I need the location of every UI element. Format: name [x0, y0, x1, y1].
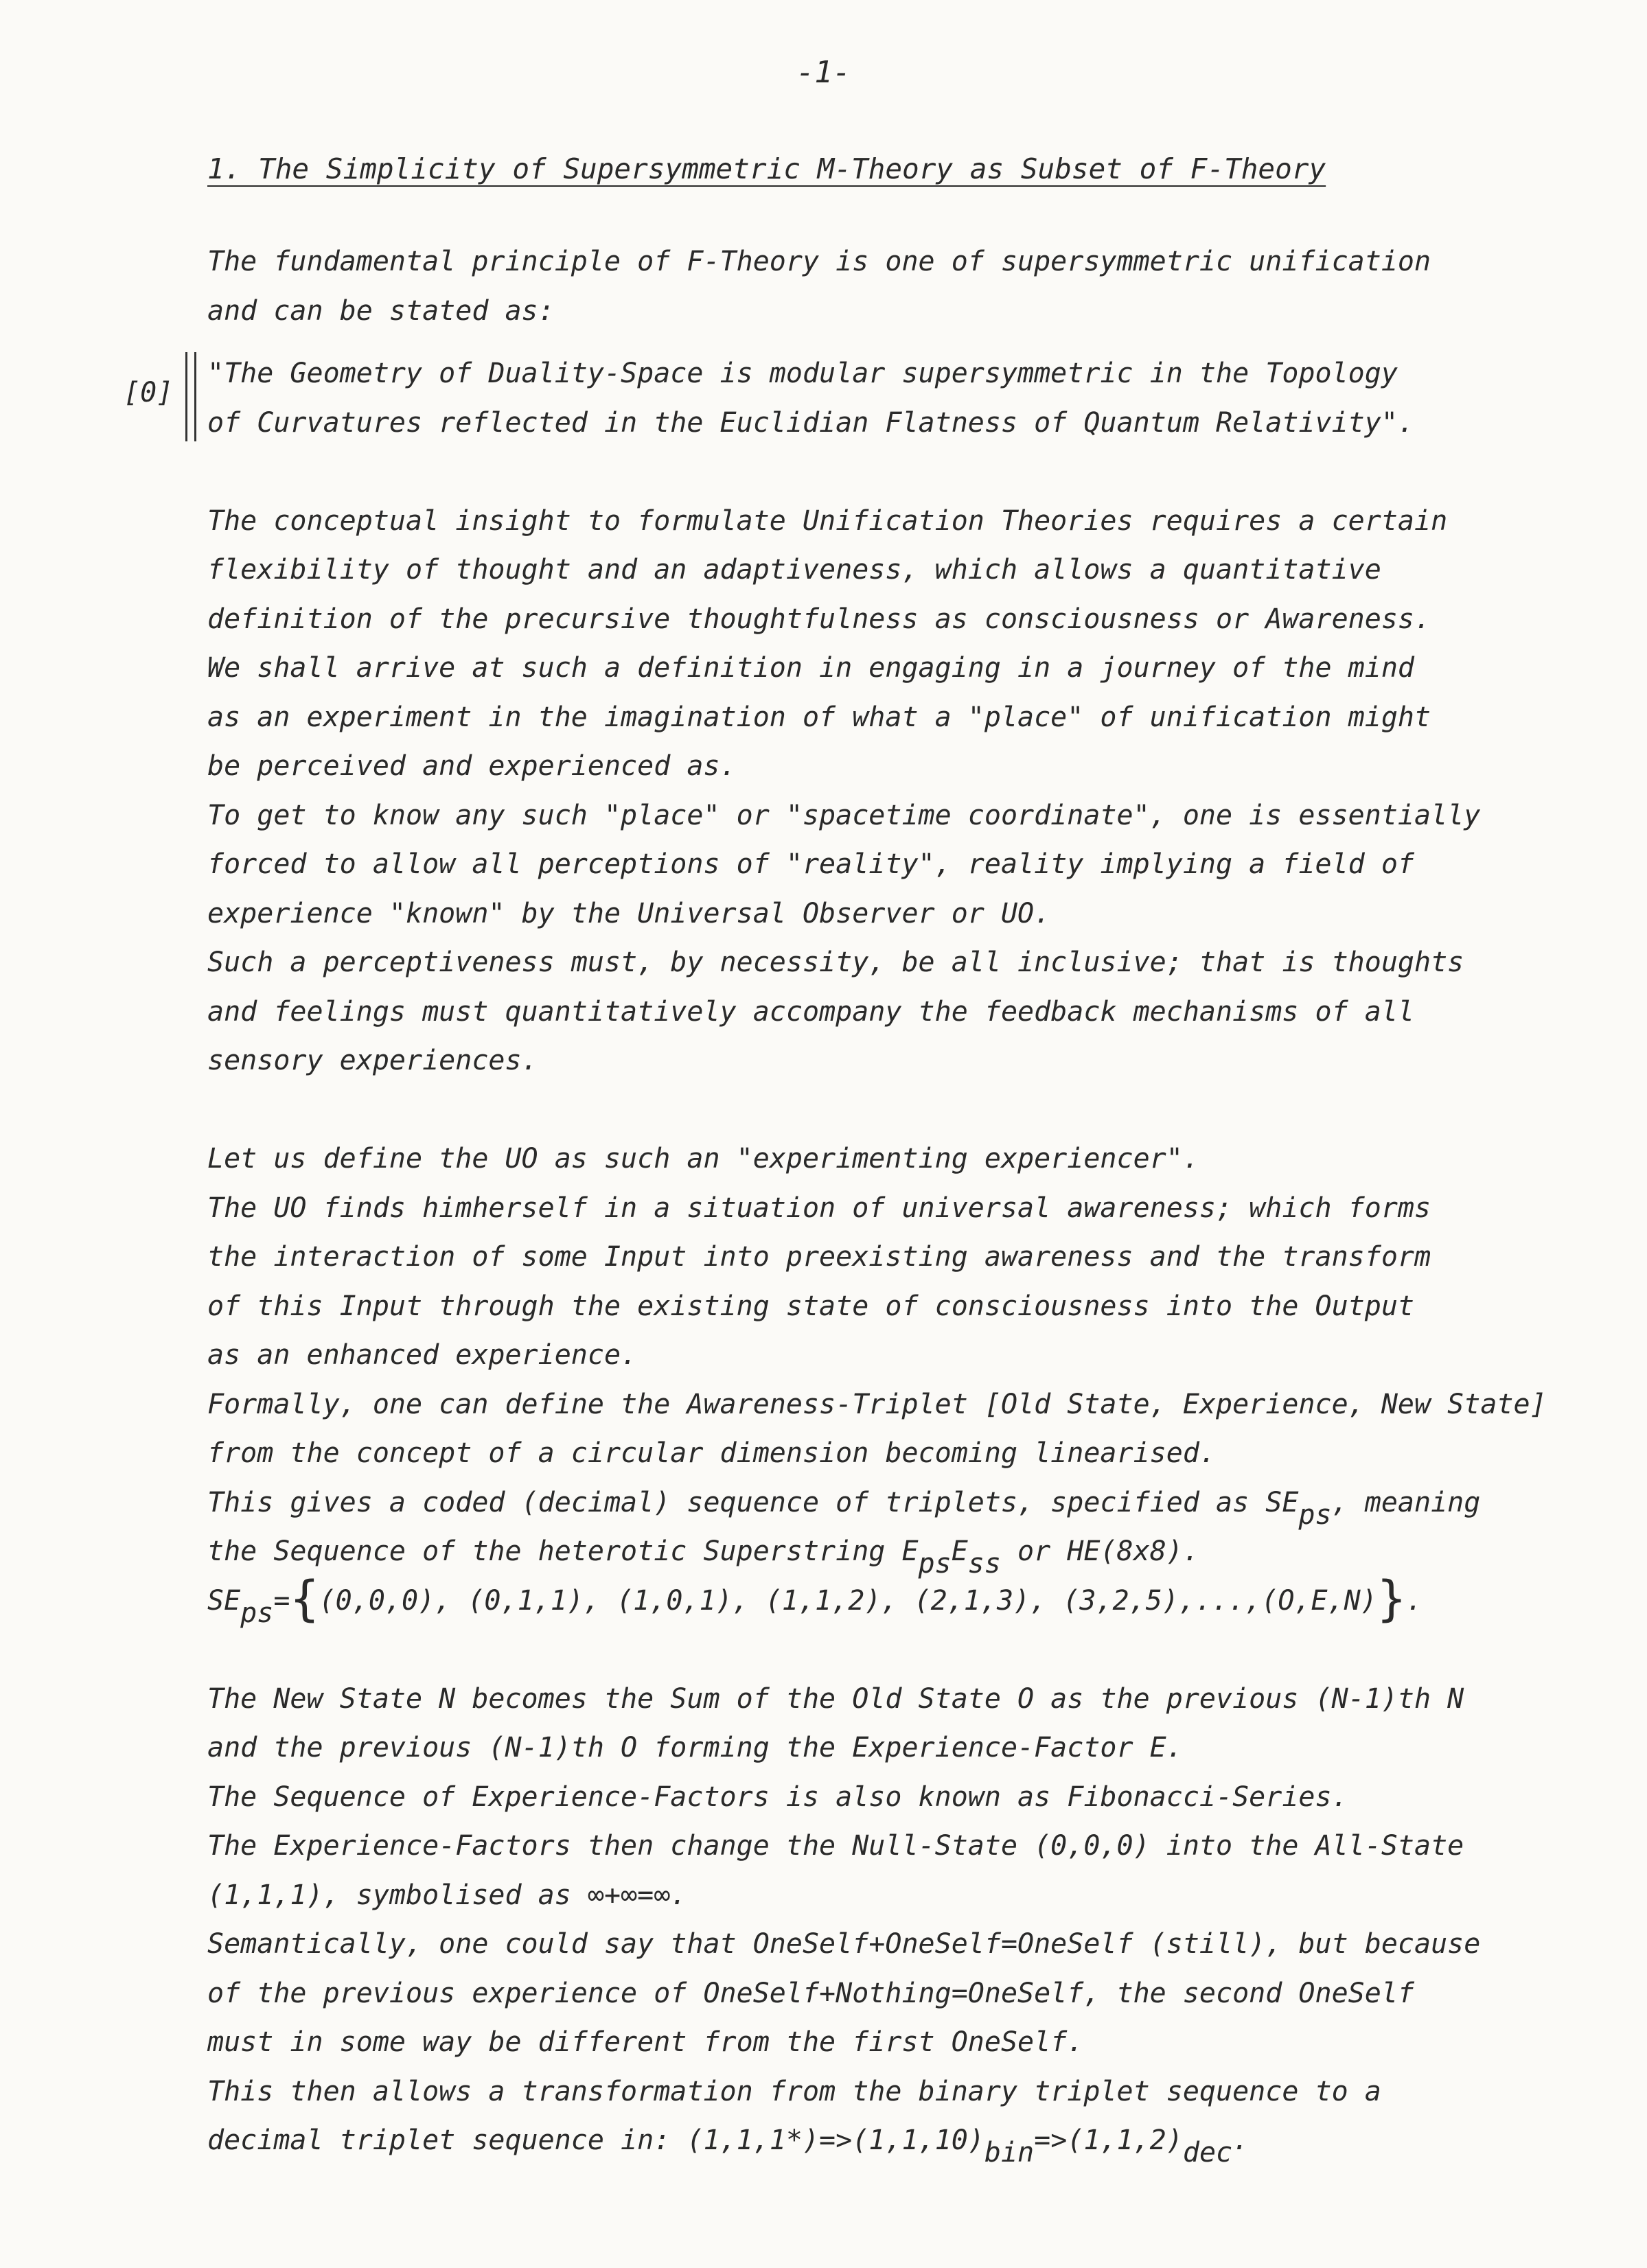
text-line: Semantically, one could say that OneSelf+OneSelf=OneSelf (still), but because	[207, 1928, 1481, 1960]
subscript: dec	[1182, 2137, 1233, 2168]
text-line: be perceived and experienced as.	[207, 750, 737, 782]
text-line: forced to allow all perceptions of "reality", reality implying a field of	[207, 848, 1414, 880]
text-line: and can be stated as:	[207, 294, 555, 327]
text-line: flexibility of thought and an adaptiveness, which allows a quantitative	[207, 554, 1381, 586]
text-line: The New State N becomes the Sum of the Old State O as the previous (N-1)th N	[207, 1682, 1464, 1715]
text-line: sensory experiences.	[207, 1045, 538, 1076]
subscript: ps	[1298, 1498, 1332, 1531]
text-line: Let us define the UO as such an "experimenting experiencer".	[207, 1143, 1199, 1174]
text-line: must in some way be different from the first OneSelf.	[207, 2026, 1084, 2058]
superstring-line: the Sequence of the heterotic Superstring $E_{ps}E_{ss}$ or HE(8x8).	[207, 1536, 1199, 1579]
text-line: of Curvatures reflected in the Euclidian Flatness of Quantum Relativity".	[207, 406, 1414, 439]
text-line: from the concept of a circular dimension becoming linearised.	[207, 1437, 1217, 1469]
double-bar-marker	[185, 352, 196, 441]
paragraph-awareness	[207, 497, 1553, 1086]
text-line: and feelings must quantitatively accompany the feedback mechanisms of all	[207, 995, 1414, 1028]
text-line: and the previous (N-1)th O forming the Experience-Factor E.	[207, 1732, 1183, 1763]
text-line: as an experiment in the imagination of what a "place" of unification might	[207, 701, 1431, 733]
text-line: as an enhanced experience.	[207, 1339, 638, 1371]
text-line: The fundamental principle of F-Theory is one of supersymmetric unification	[207, 246, 1431, 277]
paragraph-universal-observer	[207, 1135, 1553, 1629]
equation-label: [0]	[124, 377, 174, 408]
sequence-definition-line: This gives a coded (decimal) sequence of triplets, specified as $SE_{ps}$, meaning	[207, 1486, 1481, 1531]
text-line: We shall arrive at such a definition in engaging in a journey of the mind	[207, 652, 1414, 684]
paragraph-gap	[207, 448, 1553, 497]
principle-statement	[124, 349, 1553, 448]
paragraph-gap	[207, 1625, 1553, 1675]
text-line: Such a perceptiveness must, by necessity, be all inclusive; that is thoughts	[207, 947, 1464, 978]
text-line: This then allows a transformation from the binary triplet sequence to a	[207, 2075, 1381, 2107]
text-line: "The Geometry of Duality-Space is modular supersymmetric in the Topology	[207, 358, 1398, 389]
text-line: experience "known" by the Universal Observer or UO.	[207, 897, 1051, 929]
text-line: To get to know any such "place" or "spacetime coordinate", one is essentially	[207, 799, 1481, 831]
text-line: Formally, one can define the Awareness-Triplet [Old State, Experience, New State]	[207, 1388, 1547, 1420]
text-line: of the previous experience of OneSelf+Nothing=OneSelf, the second OneSelf	[207, 1977, 1414, 2009]
section-heading: 1. The Simplicity of Supersymmetric M-Theory as Subset of F-Theory	[207, 152, 1326, 185]
text-line: the interaction of some Input into preexisting awareness and the transform	[207, 1241, 1431, 1273]
text-line: The UO finds himherself in a situation of universal awareness; which forms	[207, 1192, 1431, 1224]
transformation-formula: decimal triplet sequence in: $(1,1,1*)=>(1,1,10)_{bin}=>(1,1,2)_{dec}$.	[207, 2125, 1249, 2168]
text-line: (1,1,1), symbolised as ∞+∞=∞.	[207, 1879, 687, 1911]
paragraph-fibonacci	[207, 1675, 1553, 2166]
paragraph-gap	[207, 1086, 1553, 1135]
subscript: ss	[967, 1548, 1001, 1579]
sequence-formula: $SE_{ps}=\{(0,0,0)$, (0,1,1), (1,0,1), (1,1,2), (2,1,3), (3,2,5),...,(O,E,N)}.	[207, 1570, 1423, 1629]
text-line: The Experience-Factors then change the Null-State (0,0,0) into the All-State	[207, 1830, 1464, 1862]
triplet-list: (0,0,0), (0,1,1), (1,0,1), (1,1,2), (2,1,3), (3,2,5),...,(O,E,N)	[319, 1584, 1377, 1617]
subscript: bin	[984, 2137, 1035, 2168]
subscript: ps	[240, 1597, 274, 1629]
text-line: The Sequence of Experience-Factors is also known as Fibonacci-Series.	[207, 1781, 1348, 1813]
intro-paragraph	[207, 238, 1553, 336]
open-brace: {	[290, 1570, 319, 1627]
page-number: -1-	[796, 55, 851, 90]
text-line: The conceptual insight to formulate Unification Theories requires a certain	[207, 505, 1448, 537]
text-line: definition of the precursive thoughtfulness as consciousness or Awareness.	[207, 603, 1431, 635]
document-body	[124, 152, 1553, 2168]
close-brace: }	[1377, 1570, 1406, 1627]
text-line: of this Input through the existing state of consciousness into the Output	[207, 1290, 1414, 1322]
subscript: ps	[918, 1548, 952, 1579]
